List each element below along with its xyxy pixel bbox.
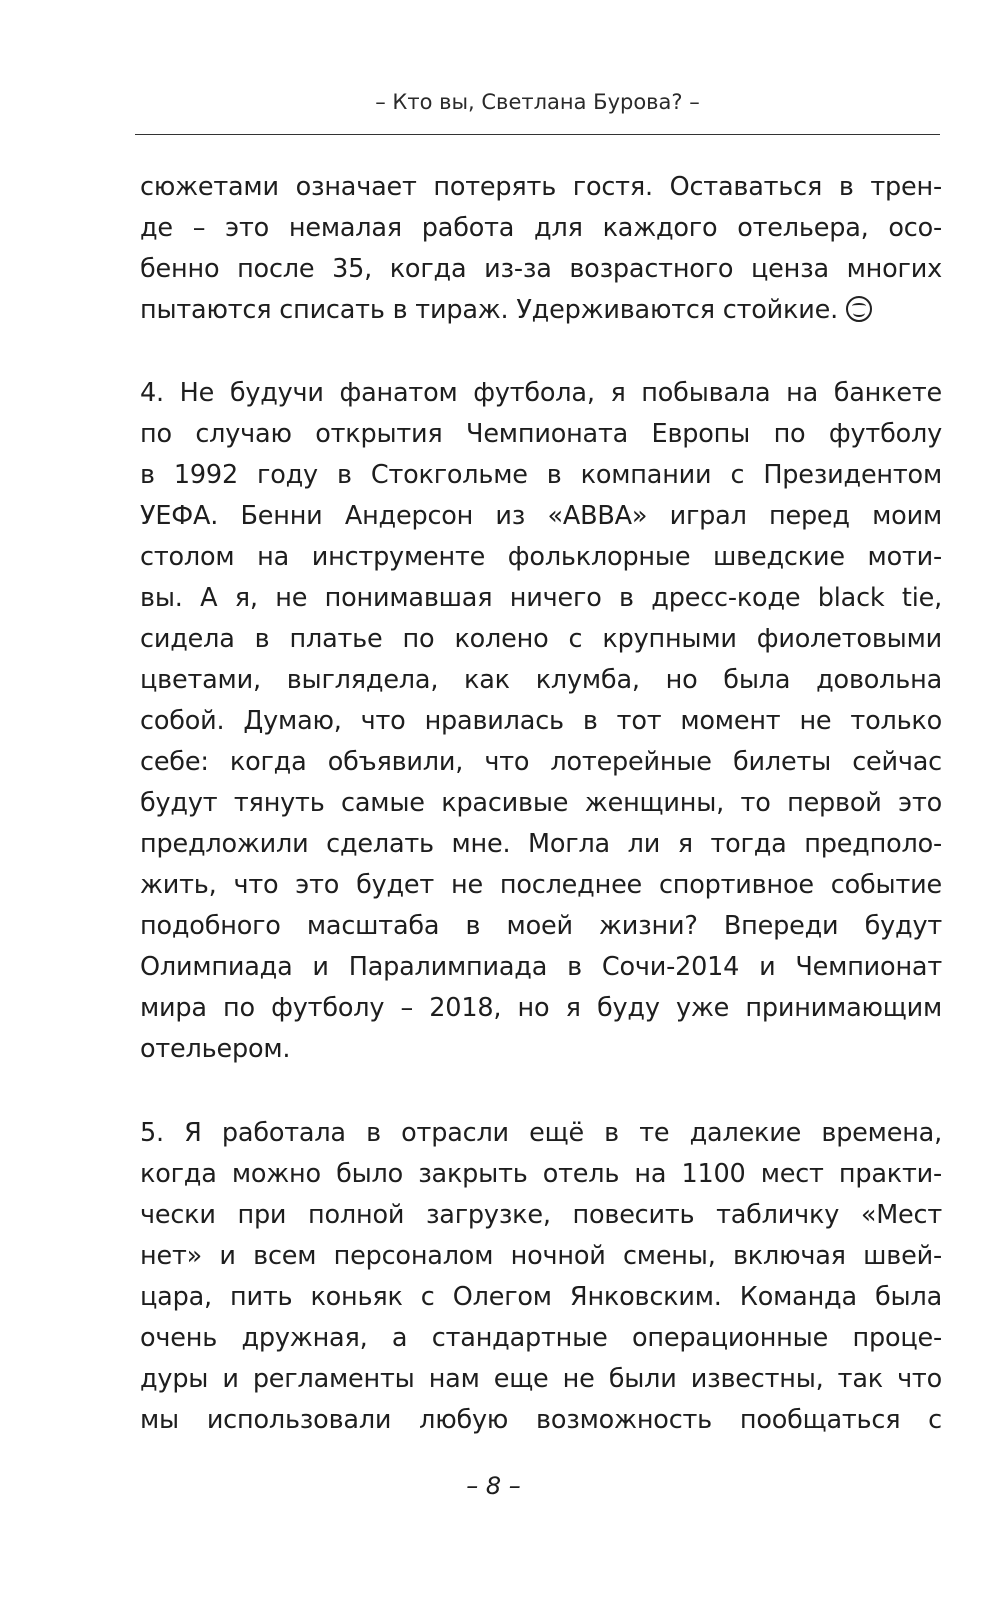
text-line (140, 167, 942, 208)
text-line (140, 701, 942, 742)
text-line (140, 578, 942, 619)
text-line-content: дуры и регламенты нам еще не были известны, так что (140, 1364, 942, 1394)
text-line-content: 4. Не будучи фанатом футбола, я побывала на банкете (140, 378, 942, 408)
text-line-content: себе: когда объявили, что лотерейные билеты сейчас (140, 747, 942, 777)
text-line-content: отельером. (140, 1034, 291, 1064)
text-line (140, 865, 942, 906)
text-line-content: нет» и всем персоналом ночной смены, включая швей- (140, 1241, 942, 1271)
page-number: – 8 – (466, 1472, 521, 1500)
text-line (140, 1277, 942, 1318)
text-line (140, 1154, 942, 1195)
text-line-content: предложили сделать мне. Могла ли я тогда предполо- (140, 829, 942, 859)
text-line-content: мира по футболу – 2018, но я буду уже принимающим (140, 993, 942, 1023)
paragraph-3 (140, 1113, 942, 1441)
text-line (140, 619, 942, 660)
text-line-content: Олимпиада и Паралимпиада в Сочи-2014 и Чемпионат (140, 952, 942, 982)
text-line-content: в 1992 году в Стокгольме в компании с Президентом (140, 460, 942, 490)
text-line (140, 1029, 942, 1070)
text-line (140, 783, 942, 824)
text-line-content: цара, пить коньяк с Олегом Янковским. Команда была (140, 1282, 942, 1312)
text-line (140, 537, 942, 578)
text-line (140, 208, 942, 249)
text-line (140, 988, 942, 1029)
text-line-content: вы. А я, не понимавшая ничего в дресс-коде black tie, (140, 583, 942, 613)
text-line-content: сидела в платье по колено с крупными фиолетовыми (140, 624, 942, 654)
text-line (140, 906, 942, 947)
text-line (140, 496, 942, 537)
text-line-content: сюжетами означает потерять гостя. Оставаться в трен- (140, 172, 942, 202)
text-line (140, 1400, 942, 1441)
text-line-content: по случаю открытия Чемпионата Европы по футболу (140, 419, 942, 449)
text-line (140, 1318, 942, 1359)
text-line (140, 1195, 942, 1236)
text-line-content: столом на инструменте фольклорные шведские моти- (140, 542, 942, 572)
text-line (140, 373, 942, 414)
text-line (140, 455, 942, 496)
text-line-content: подобного масштаба в моей жизни? Впереди будут (140, 911, 942, 941)
text-line (140, 947, 942, 988)
paragraph-2 (140, 373, 942, 1070)
text-line (140, 1236, 942, 1277)
text-line (140, 1359, 942, 1400)
text-line-content: цветами, выглядела, как клумба, но была довольна (140, 665, 942, 695)
running-header: – Кто вы, Светлана Бурова? – (375, 90, 700, 114)
text-line (140, 290, 942, 331)
text-line-content: чески при полной загрузке, повесить табличку «Мест (140, 1200, 942, 1230)
text-line-content: жить, что это будет не последнее спортивное событие (140, 870, 942, 900)
text-line-content: собой. Думаю, что нравилась в тот момент не только (140, 706, 942, 736)
paragraph-1 (140, 167, 942, 331)
text-line-content: очень дружная, а стандартные операционные проце- (140, 1323, 942, 1353)
smiley-icon (846, 296, 872, 322)
text-line-content: пытаются списать в тираж. Удерживаются стойкие. (140, 295, 838, 325)
text-line (140, 1113, 942, 1154)
text-line-content: когда можно было закрыть отель на 1100 мест практи- (140, 1159, 942, 1189)
text-line-content: мы использовали любую возможность пообщаться с (140, 1405, 942, 1435)
text-line (140, 742, 942, 783)
text-line (140, 414, 942, 455)
header-divider (135, 134, 940, 135)
text-line-content: де – это немалая работа для каждого отельера, осо- (140, 213, 942, 243)
text-line-content: бенно после 35, когда из-за возрастного ценза многих (140, 254, 942, 284)
text-line (140, 824, 942, 865)
text-line (140, 660, 942, 701)
text-line-content: УЕФА. Бенни Андерсон из «ABBA» играл перед моим (140, 501, 942, 531)
text-line-content: будут тянуть самые красивые женщины, то первой это (140, 788, 942, 818)
text-line-content: 5. Я работала в отрасли ещё в те далекие времена, (140, 1118, 942, 1148)
text-line (140, 249, 942, 290)
